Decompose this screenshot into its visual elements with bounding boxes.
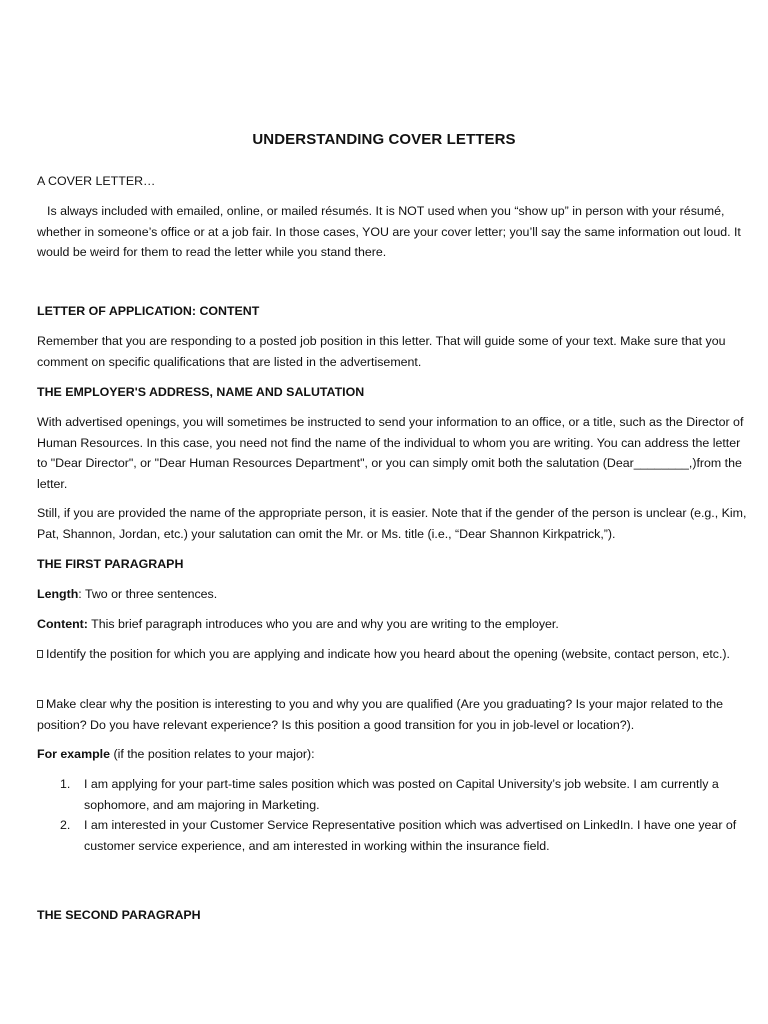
missing-glyph-icon [37,650,43,658]
list-item [60,774,753,815]
second-paragraph-heading: THE SECOND PARAGRAPH [37,908,201,922]
example-line [37,744,753,765]
section-content-paragraph: Remember that you are responding to a posted job position in this letter. That will guide some of your text. Make sure that you comment on specific qualifications that are listed in the advertisement. [37,334,726,369]
intro-paragraph: Is always included with emailed, online, or mailed résumés. It is NOT used when you “show up” in person with your résumé, whether in someone’s office or at a job fair. In those cases, YOU are your cover letter; you’ll say the same information out loud. It would be weird for them to read the letter while you stand there. [37,204,741,260]
list-item-text: I am applying for your part-time sales position which was posted on Capital University’s job website. I am currently a sophomore, and am majoring in Marketing. [84,777,719,812]
document-title: UNDERSTANDING COVER LETTERS [252,131,516,148]
missing-glyph-icon [37,700,43,708]
bullet-item-1 [37,644,753,665]
content-line [37,614,753,635]
list-item-number: 1. [60,777,71,791]
bullet-item-2 [37,694,753,735]
first-paragraph-heading: THE FIRST PARAGRAPH [37,557,184,571]
length-text: : Two or three sentences. [78,587,218,601]
content-text: This brief paragraph introduces who you are and why you are writing to the employer. [87,617,559,631]
list-item-text: I am interested in your Customer Service Representative position which was advertised on LinkedIn. I have one year of customer service experience, and am interested in working within the insurance field. [84,818,737,853]
length-line [37,584,753,605]
employer-heading: THE EMPLOYER'S ADDRESS, NAME AND SALUTATION [37,385,365,399]
employer-paragraph-1: With advertised openings, you will sometimes be instructed to send your information to an office, or a title, such as the Director of Human Resources. In this case, you need not find the name of the individual to whom you are writing. You can address the letter to "Dear Director", or "Dear Human Resources Department", or you can simply omit both the salutation (Dear________,)from the letter. [37,415,744,491]
list-item [60,815,753,856]
section-content-heading: LETTER OF APPLICATION: CONTENT [37,304,260,318]
bullet-text: Make clear why the position is interesting to you and why you are qualified (Are you graduating? Is your major related to the position? Do you have relevant experience? Is this position a good transition for you in job-level or location?). [37,697,724,732]
bullet-text: Identify the position for which you are applying and indicate how you heard about the opening (website, contact person, etc.). [46,647,730,661]
employer-paragraph-2: Still, if you are provided the name of the appropriate person, it is easier. Note that if the gender of the person is unclear (e.g., Kim, Pat, Shannon, Jordan, etc.) your salutation can omit the Mr. or Ms. title (i.e., “Dear Shannon Kirkpatrick,”). [37,506,747,541]
intro-label: A COVER LETTER… [37,174,156,188]
example-label: For example [37,747,110,761]
example-note: (if the position relates to your major): [110,747,315,761]
list-item-number: 2. [60,818,71,833]
content-label: Content: [37,617,88,631]
length-label: Length [37,587,79,601]
examples-list [37,774,753,856]
